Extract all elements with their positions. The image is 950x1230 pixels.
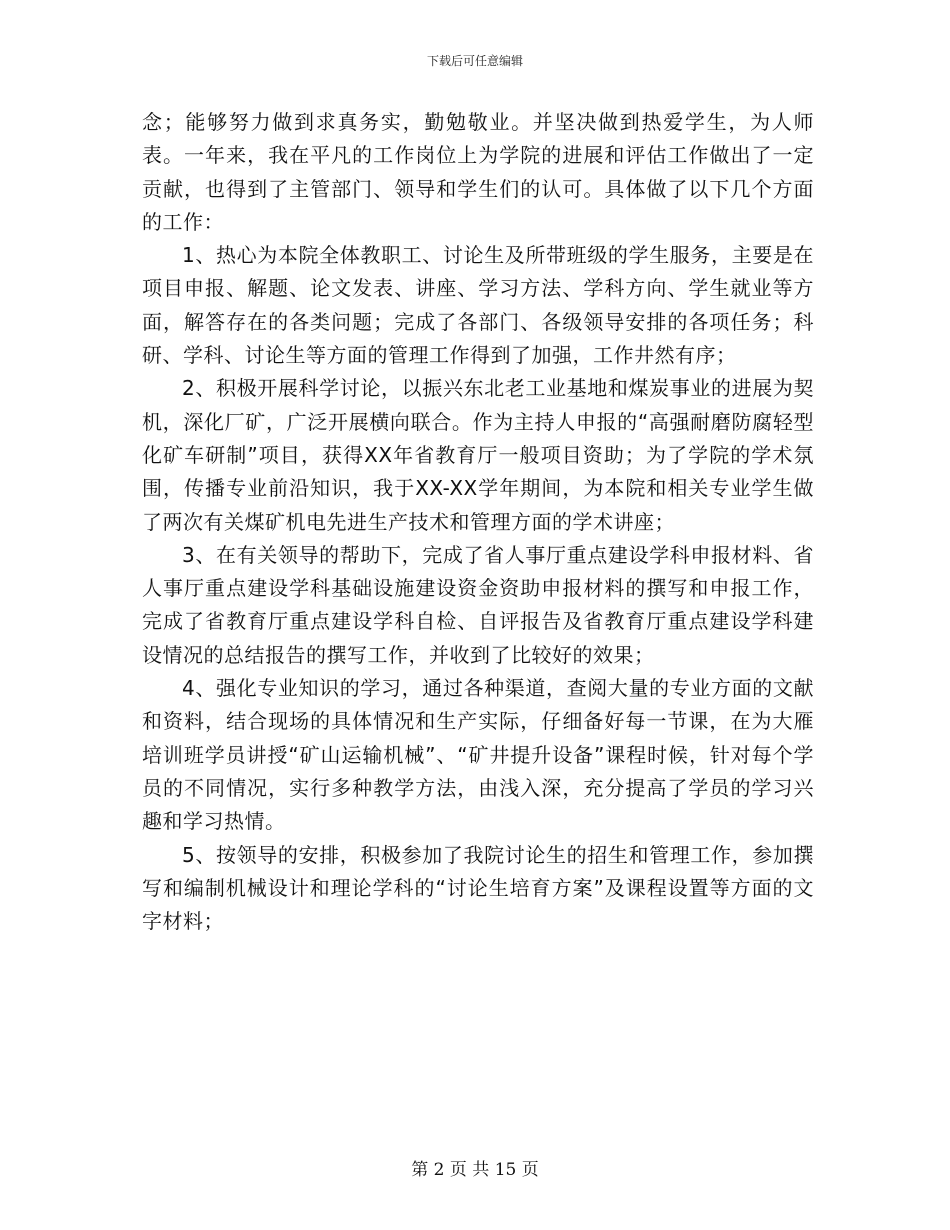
paragraph-item-4: 4、强化专业知识的学习，通过各种渠道，查阅大量的专业方面的文献和资料，结合现场的具体情况和生产实际，仔细备好每一节课，在为大雁培训班学员讲授“矿山运输机械”、“矿井提升设备”课程时候，针对每个学员的不同情况，实行多种教学方法，由浅入深，充分提高了学员的学习兴趣和学习热情。: [142, 676, 814, 834]
page-number: 第 2 页 共 15 页: [411, 1160, 539, 1180]
paragraph-item-5: 5、按领导的安排，积极参加了我院讨论生的招生和管理工作，参加撰写和编制机械设计和理论学科的“讨论生培育方案”及课程设置等方面的文字材料；: [142, 842, 814, 934]
paragraph-item-1: 1、热心为本院全体教职工、讨论生及所带班级的学生服务，主要是在项目申报、解题、论文发表、讲座、学习方法、学科方向、学生就业等方面，解答存在的各类问题；完成了各部门、各级领导安排的各项任务；科研、学科、讨论生等方面的管理工作得到了加强，工作井然有序；: [142, 243, 814, 368]
paragraph-intro-continuation: 念；能够努力做到求真务实，勤勉敬业。并坚决做到热爱学生，为人师表。一年来，我在平凡的工作岗位上为学院的进展和评估工作做出了一定贡献，也得到了主管部门、领导和学生们的认可。具体做了以下几个方面的工作：: [142, 110, 814, 234]
paragraph-item-2: 2、积极开展科学讨论，以振兴东北老工业基地和煤炭事业的进展为契机，深化厂矿，广泛开展横向联合。作为主持人申报的“高强耐磨防腐轻型化矿车研制”项目，获得XX年省教育厅一般项目资助；为了学院的学术氛围，传播专业前沿知识，我于XX-XX学年期间，为本院和相关专业学生做了两次有关煤矿机电先进生产技术和管理方面的学术讲座；: [142, 376, 814, 534]
page-header: 下载后可任意编辑: [426, 54, 523, 68]
paragraph-item-3: 3、在有关领导的帮助下，完成了省人事厅重点建设学科申报材料、省人事厅重点建设学科基础设施建设资金资助申报材料的撰写和申报工作，完成了省教育厅重点建设学科自检、自评报告及省教育厅重点建设学科建设情况的总结报告的撰写工作，并收到了比较好的效果；: [142, 542, 814, 667]
document-body: [142, 106, 814, 938]
